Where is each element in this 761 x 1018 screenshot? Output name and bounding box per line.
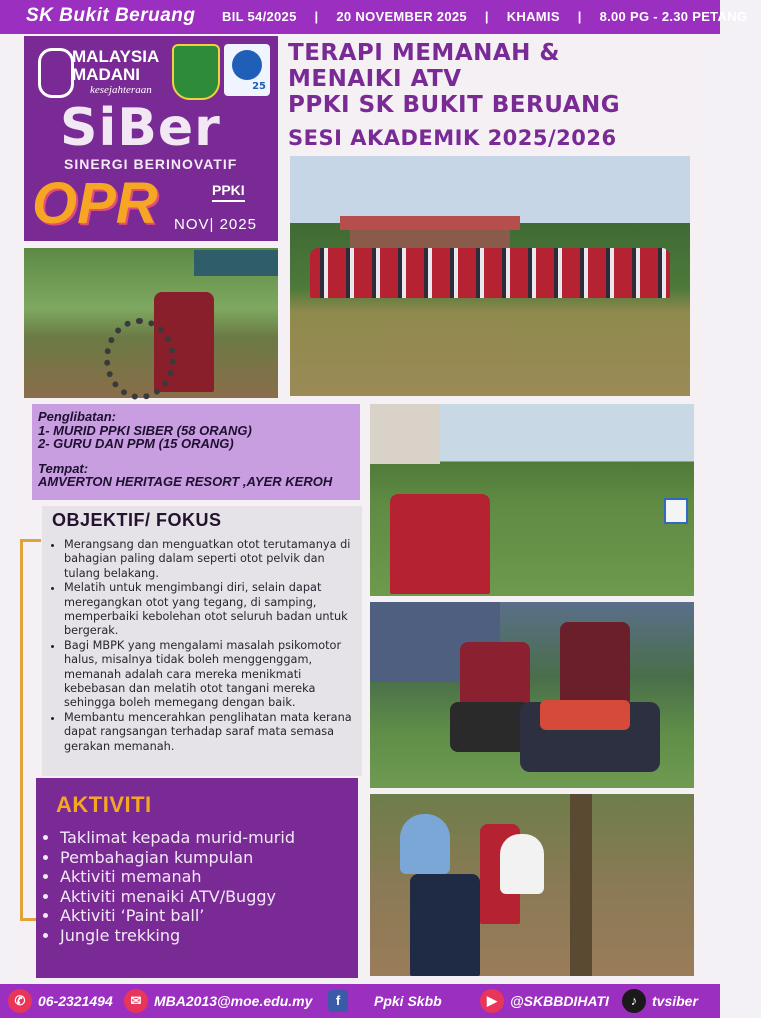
month-year: NOV| 2025 (174, 216, 257, 233)
footer-email[interactable]: ✉ MBA2013@moe.edu.my (124, 984, 312, 1018)
siber-logo-text: SiBer (60, 98, 221, 158)
school-crest-icon (172, 44, 220, 100)
list-item: • Taklimat kepada murid-murid (60, 828, 295, 848)
madani-hand-icon (38, 48, 74, 98)
atv-photo (370, 602, 694, 788)
poster-title: TERAPI MEMANAH & MENAIKI ATV PPKI SK BUKIT BERUANG SESI AKADEMIK 2025/2026 (288, 40, 708, 150)
contact-footer (0, 984, 720, 1018)
participation-info: Penglibatan: 1- MURID PPKI SIBER (58 ORANG) 2- GURU DAN PPM (15 ORANG) Tempat: AMVERTON HERITAGE RESORT ,AYER KEROH (32, 404, 360, 500)
list-item: • Melatih untuk mengimbangi diri, selain dapat meregangkan otot yang tegang, di samping, memperbaiki kebolehan otot seluruh badan untuk bergerak. (64, 581, 356, 639)
facebook-icon: f (328, 990, 348, 1012)
issue-number: BIL 54/2025 (222, 9, 297, 24)
phone-icon: ✆ (8, 989, 32, 1013)
event-date: 20 NOVEMBER 2025 (336, 9, 467, 24)
school-brand: SK Bukit Beruang (26, 5, 196, 26)
objectives-panel (42, 506, 362, 776)
footer-youtube[interactable]: ▶ @SKBBDIHATI (480, 984, 609, 1018)
youtube-icon: ▶ (480, 989, 504, 1013)
tiktok-icon: ♪ (622, 989, 646, 1013)
objectives-title: OBJEKTIF/ FOKUS (52, 510, 222, 530)
list-item: • Aktiviti menaiki ATV/Buggy (60, 887, 295, 907)
archery-field-photo (370, 404, 694, 596)
malaysia-madani-logo: MALAYSIA MADANI kesejahteraan (38, 44, 160, 98)
footer-tiktok[interactable]: ♪ tvsiber (622, 984, 698, 1018)
footer-phone[interactable]: ✆ 06-2321494 (8, 984, 113, 1018)
ppki-label: PPKI (212, 182, 245, 202)
top-banner (0, 0, 748, 34)
siber-tagline: SINERGI BERINOVATIF (64, 156, 238, 172)
mail-icon: ✉ (124, 989, 148, 1013)
venue: AMVERTON HERITAGE RESORT ,AYER KEROH (38, 474, 333, 489)
list-item: • Aktiviti ‘Paint ball’ (60, 906, 295, 926)
opr-label: OPR (32, 171, 158, 236)
ppki-crest-icon: 25 (224, 44, 270, 96)
archery-photo (24, 248, 278, 398)
footer-facebook[interactable]: f Ppki Skbb (328, 984, 442, 1018)
jungle-trekking-photo (370, 794, 694, 976)
list-item: • Aktiviti memanah (60, 867, 295, 887)
group-photo (290, 156, 690, 396)
event-meta: BIL 54/2025 | 20 NOVEMBER 2025 | KHAMIS | 8.00 PG - 2.30 PETANG (222, 9, 748, 24)
list-item: • Jungle trekking (60, 926, 295, 946)
list-item: • Membantu mencerahkan penglihatan mata kerana dapat rangsangan terhadap saraf mata semasa gerakan memanah. (64, 711, 356, 754)
list-item: • Pembahagian kumpulan (60, 848, 295, 868)
activities-panel (36, 778, 358, 978)
session-subtitle: SESI AKADEMIK 2025/2026 (288, 126, 617, 150)
event-time: 8.00 PG - 2.30 PETANG (599, 9, 748, 24)
list-item: • Merangsang dan menguatkan otot terutamanya di bahagian paling dalam seperti otot pelvik dan tulang belakang. (64, 538, 356, 581)
header-logo-panel (24, 36, 278, 241)
activities-list (40, 828, 295, 945)
objectives-list (42, 538, 362, 754)
event-day: KHAMIS (506, 9, 560, 24)
list-item: • Bagi MBPK yang mengalami masalah psikomotor halus, misalnya tidak boleh menggenggam, memanah adalah cara mereka menikmati kebebasan dan melatih otot tangani mereka sehingga boleh memegang dengan baik. (64, 639, 356, 711)
activities-title: AKTIVITI (56, 792, 152, 817)
